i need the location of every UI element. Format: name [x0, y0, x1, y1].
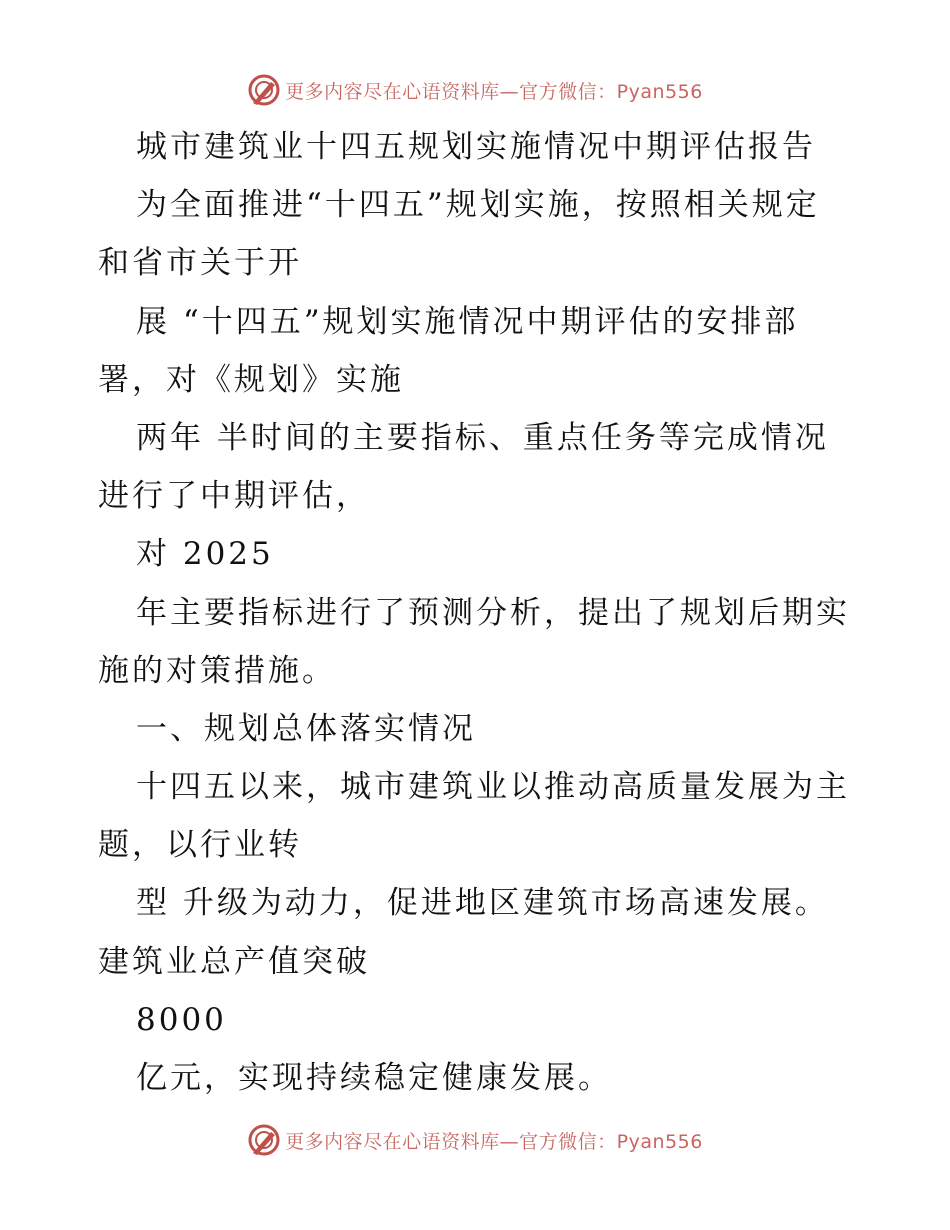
paragraph-line: 题，以行业转 [98, 827, 302, 864]
pen-seal-logo-icon [247, 73, 281, 107]
paragraph-line: 8000 [136, 1001, 227, 1038]
paragraph-line: 进行了中期评估， [98, 478, 370, 515]
paragraph-line: 十四五以来，城市建筑业以推动高质量发展为主 [136, 769, 850, 806]
paragraph-line: 施的对策措施。 [98, 652, 336, 689]
paragraph-line: 建筑业总产值突破 [98, 943, 370, 980]
paragraph-line: 年主要指标进行了预测分析，提出了规划后期实 [136, 594, 850, 631]
paragraph-line: 展 “十四五”规划实施情况中期评估的安排部 [136, 303, 799, 340]
paragraph-line: 亿元，实现持续稳定健康发展。 [136, 1060, 612, 1096]
section-heading: 一、规划总体落实情况 [136, 710, 476, 747]
paragraph-line: 署，对《规划》实施 [98, 361, 404, 398]
paragraph-line: 两年 半时间的主要指标、重点任务等完成情况 [136, 419, 829, 456]
paragraph-line: 对 2025 [136, 536, 274, 573]
document-body [98, 118, 858, 1107]
paragraph-line: 型 升级为动力，促进地区建筑市场高速发展。 [136, 885, 829, 922]
watermark-text: 更多内容尽在心语资料库—官方微信：Pyan556 [285, 80, 703, 103]
header-watermark [0, 70, 950, 110]
watermark-text: 更多内容尽在心语资料库—官方微信：Pyan556 [285, 1130, 703, 1153]
pen-seal-logo-icon [247, 1123, 281, 1157]
paragraph-line: 为全面推进“十四五”规划实施，按照相关规定 [136, 187, 820, 224]
footer-watermark [0, 1120, 950, 1160]
document-title: 城市建筑业十四五规划实施情况中期评估报告 [136, 129, 816, 165]
paragraph-line: 和省市关于开 [98, 245, 302, 282]
